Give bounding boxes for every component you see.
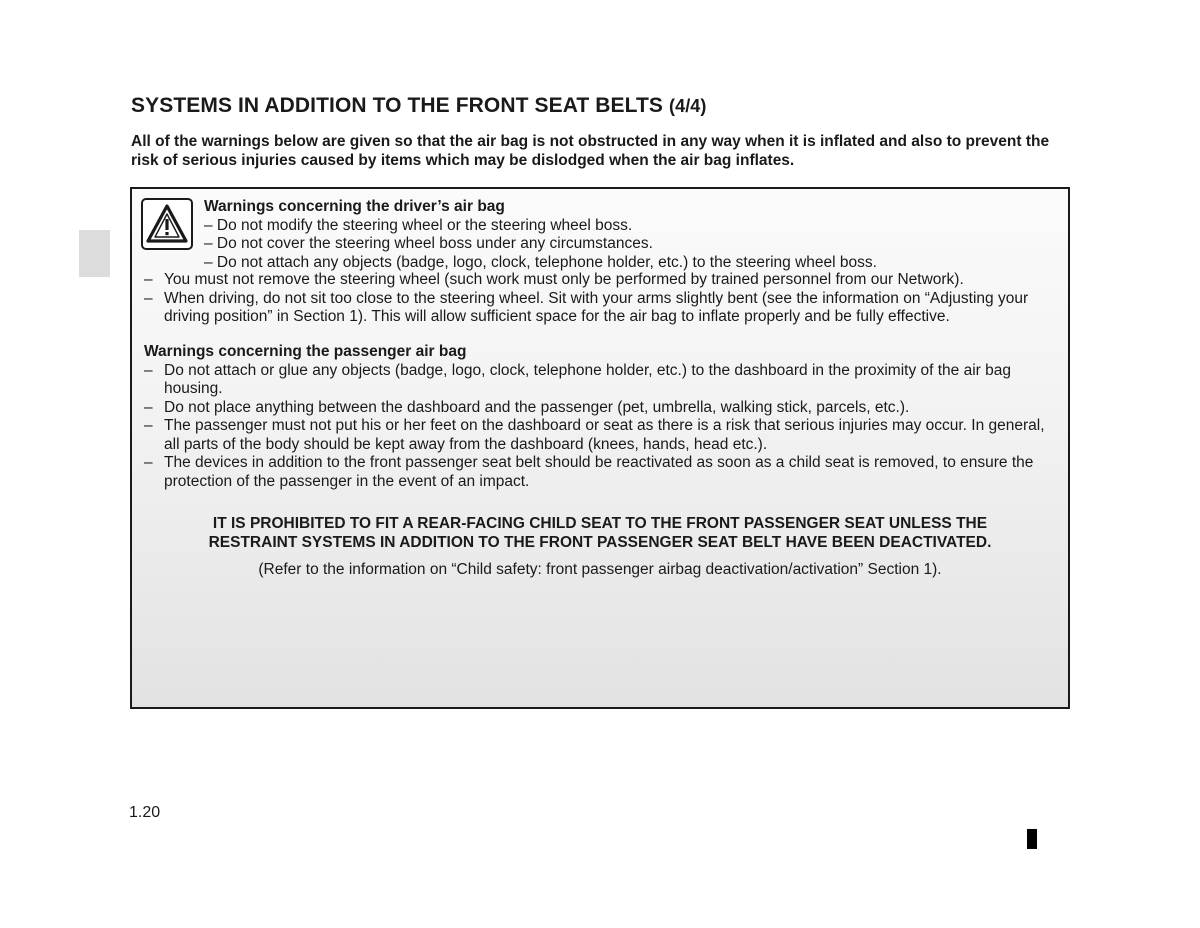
- page-number: 1.20: [129, 804, 161, 821]
- reference-note: (Refer to the information on “Child safety: front passenger airbag deactivation/activation” Section 1).: [258, 561, 942, 578]
- driver-warnings: [204, 198, 1064, 272]
- list-item: – Do not attach or glue any objects (badge, logo, clock, telephone holder, etc.) to the dashboard in the proximity of the air bag housing.: [144, 362, 1058, 399]
- driver-warnings-heading: Warnings concerning the driver’s air bag: [204, 198, 505, 215]
- page-title: [131, 94, 707, 118]
- prohibited-notice: [132, 515, 1068, 552]
- list-item: – Do not attach any objects (badge, logo, clock, telephone holder, etc.) to the steering wheel boss.: [204, 253, 877, 271]
- list-item: – The devices in addition to the front passenger seat belt should be reactivated as soon as a child seat is removed, to ensure the protection of the passenger in the event of an impact.: [144, 454, 1058, 491]
- page-title-part: (4/4): [668, 96, 707, 116]
- passenger-warnings: [144, 343, 1058, 491]
- warning-triangle-icon: [141, 198, 193, 250]
- passenger-warnings-list: [144, 362, 1058, 492]
- list-item: – The passenger must not put his or her feet on the dashboard or seat as there is a risk that serious injuries may occur. In general, all parts of the body should be kept away from the dashboard (knees, hands, head etc.).: [144, 417, 1058, 454]
- page-title-text: SYSTEMS IN ADDITION TO THE FRONT SEAT BELTS: [131, 94, 664, 117]
- passenger-warnings-heading: Warnings concerning the passenger air bag: [144, 343, 467, 360]
- warning-box: [130, 187, 1070, 709]
- page-edge-marker: [1027, 829, 1037, 849]
- list-item: – Do not modify the steering wheel or the steering wheel boss.: [204, 216, 633, 234]
- list-item: – Do not cover the steering wheel boss under any circumstances.: [204, 235, 653, 252]
- prohibited-notice-line: IT IS PROHIBITED TO FIT A REAR-FACING CHILD SEAT TO THE FRONT PASSENGER SEAT UNLESS THE: [212, 515, 988, 532]
- intro-paragraph: All of the warnings below are given so that the air bag is not obstructed in any way when it is inflated and also to prevent the risk of serious injuries caused by items which may be dislodged when the air bag inflates.: [131, 133, 1050, 169]
- list-item: – You must not remove the steering wheel (such work must only be performed by trained personnel from our Network).: [144, 271, 1058, 290]
- driver-warnings-list: [204, 217, 1064, 273]
- prohibited-notice-line: RESTRAINT SYSTEMS IN ADDITION TO THE FRONT PASSENGER SEAT BELT HAVE BEEN DEACTIVATED.: [208, 533, 992, 551]
- section-tab-marker: [79, 230, 110, 277]
- list-item: – Do not place anything between the dashboard and the passenger (pet, umbrella, walking stick, parcels, etc.).: [144, 399, 1058, 418]
- driver-extra-warnings-list: [144, 271, 1058, 327]
- list-item: – When driving, do not sit too close to the steering wheel. Sit with your arms slightly bent (see the information on “Adjusting your driving position” in Section 1). This will allow sufficient space for the air bag to inflate properly and be fully effective.: [144, 290, 1058, 327]
